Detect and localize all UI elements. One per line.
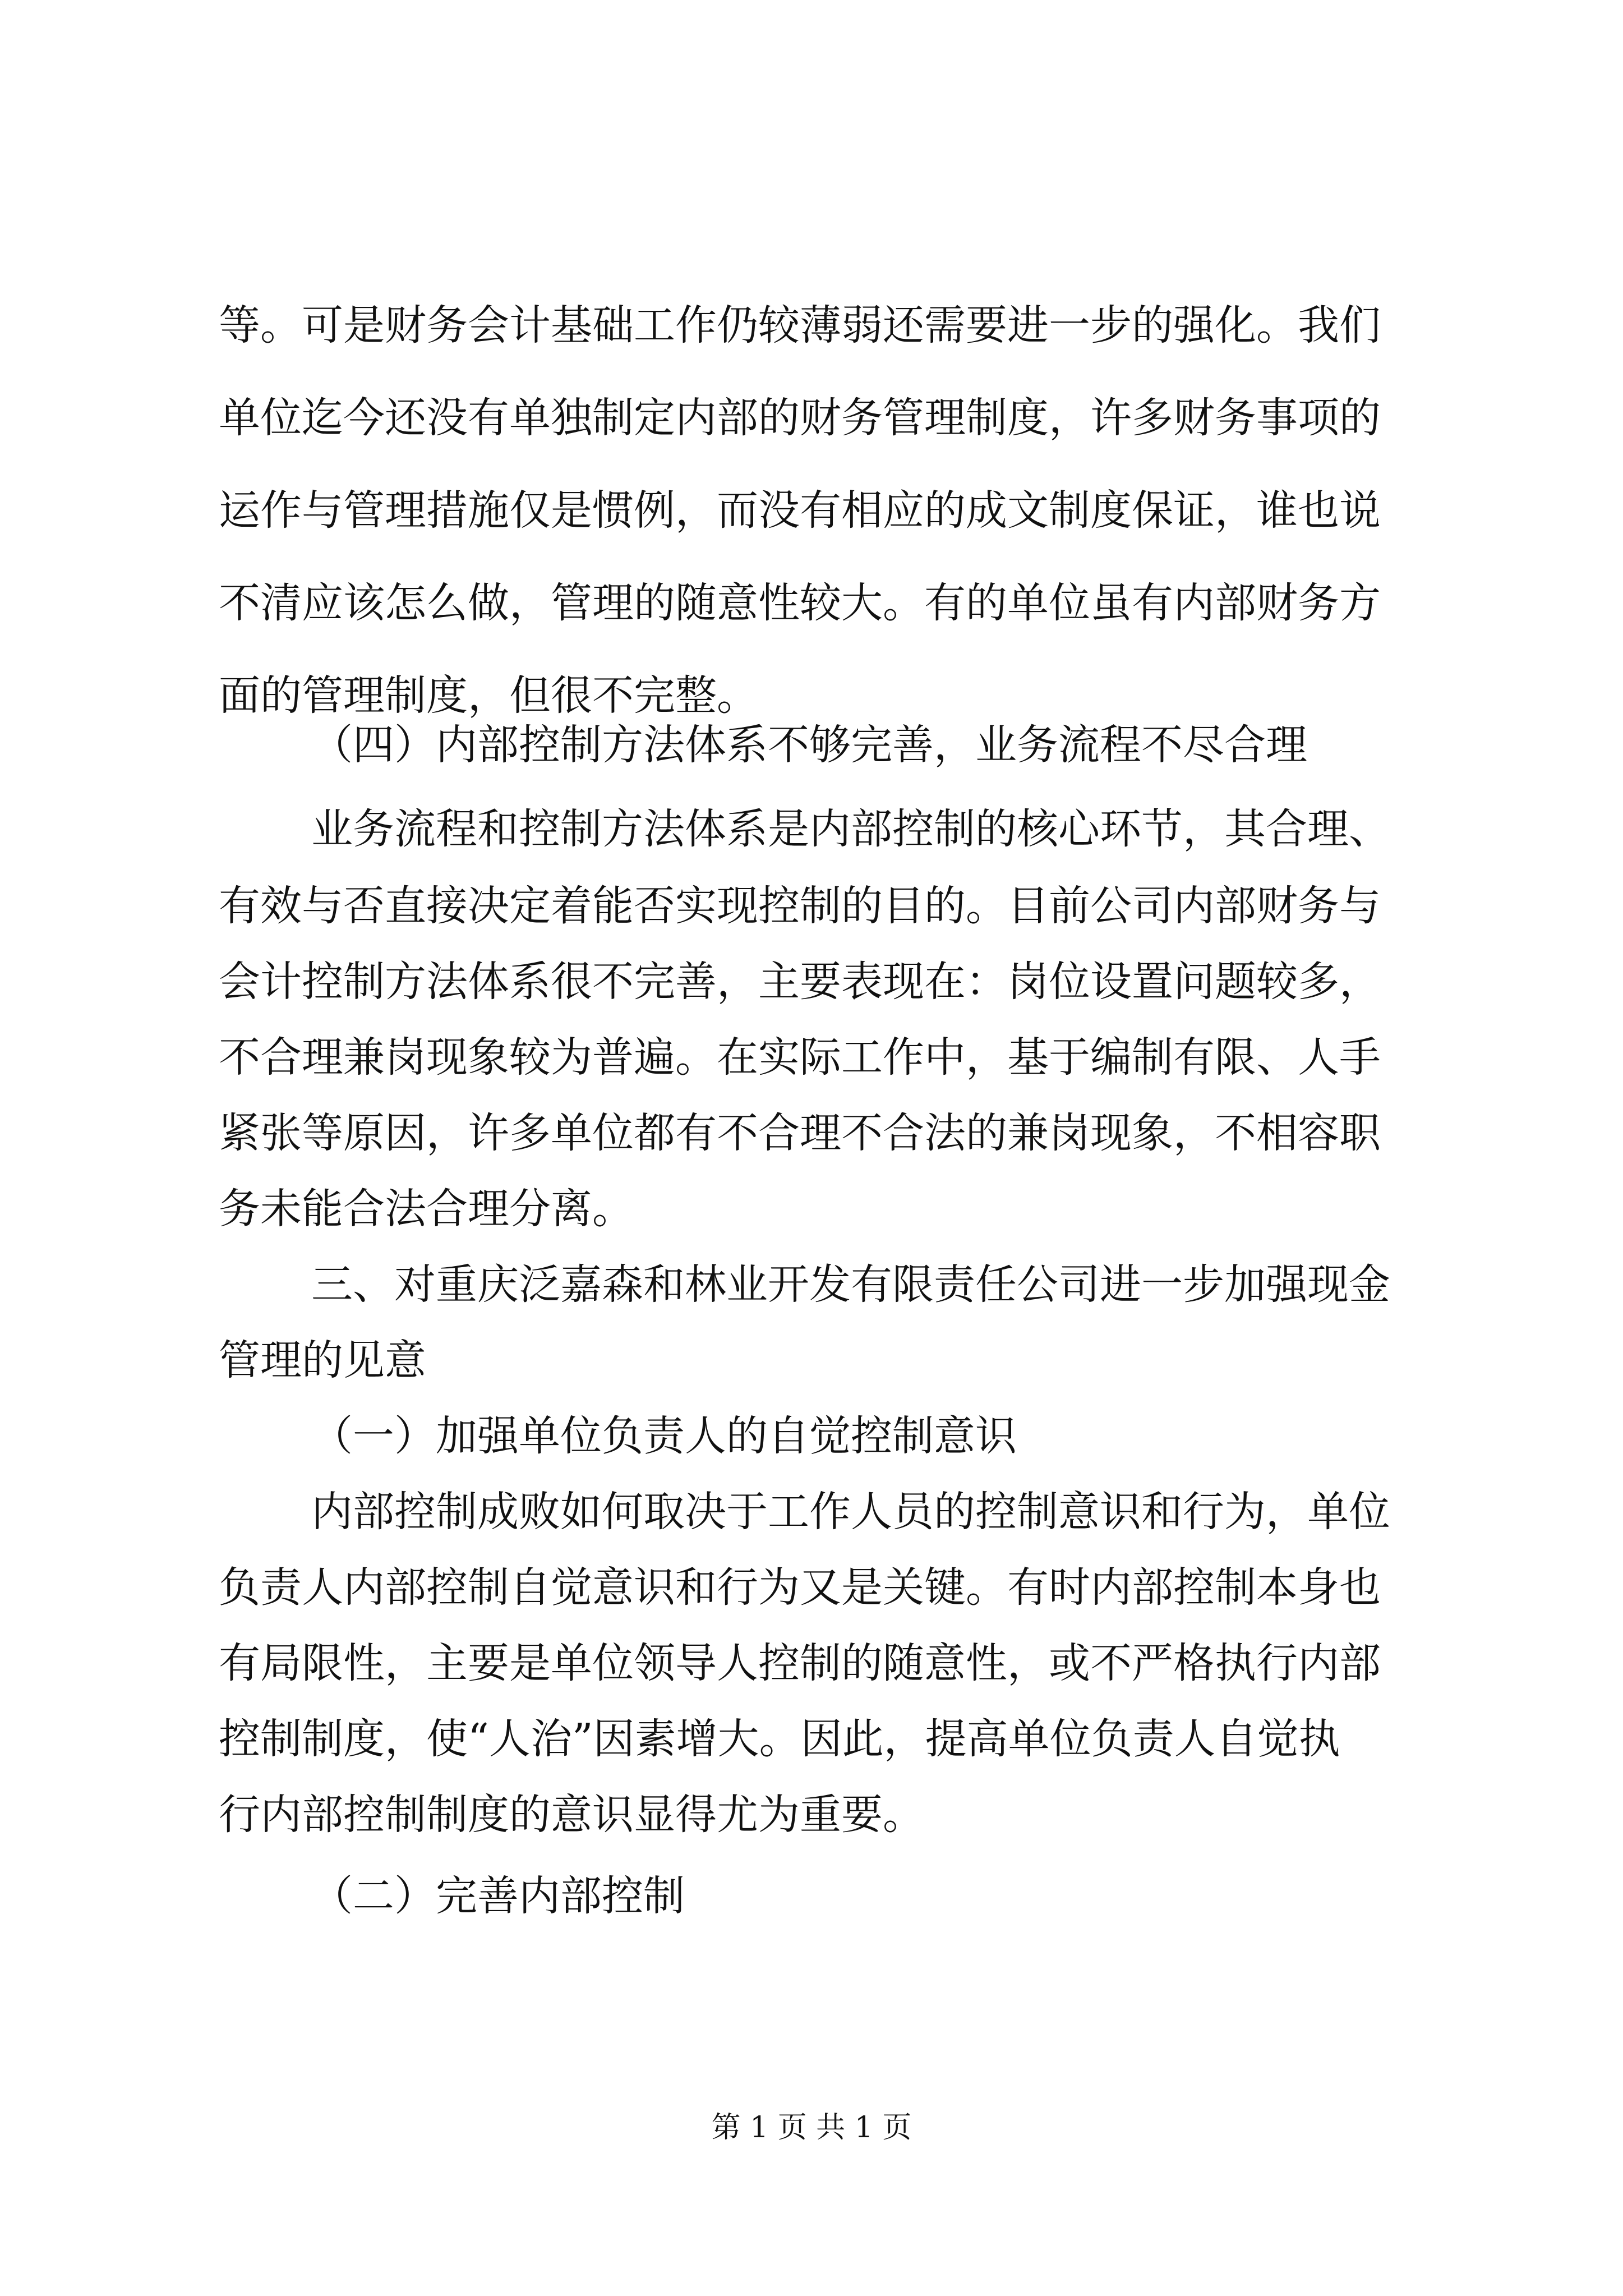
section-heading: 三、对重庆泛嘉森和林业开发有限责任公司进一步加强现金: [311, 1260, 1390, 1309]
section-heading: （二）完善内部控制: [311, 1872, 685, 1920]
text-line: 运作与管理措施仅是惯例，而没有相应的成文制度保证，谁也说: [219, 486, 1381, 535]
text-line: 单位迄今还没有单独制定内部的财务管理制度，许多财务事项的: [219, 394, 1381, 442]
text-line: 等。可是财务会计基础工作仍较薄弱还需要进一步的强化。我们: [219, 301, 1381, 349]
text-line: 不合理兼岗现象较为普遍。在实际工作中，基于编制有限、人手: [219, 1033, 1381, 1082]
page-number-footer: 第 1 页 共 1 页: [711, 2111, 912, 2145]
text-line: 负责人内部控制自觉意识和行为又是关键。有时内部控制本身也: [219, 1563, 1381, 1612]
text-line: 面的管理制度，但很不完整。: [219, 671, 758, 720]
text-line: 有效与否直接决定着能否实现控制的目的。目前公司内部财务与: [219, 882, 1381, 930]
text-line: 有局限性，主要是单位领导人控制的随意性，或不严格执行内部: [219, 1639, 1381, 1687]
text-line: 会计控制方法体系很不完善，主要表现在：岗位设置问题较多，: [219, 958, 1381, 1006]
text-line: 不清应该怎么做，管理的随意性较大。有的单位虽有内部财务方: [219, 579, 1381, 627]
text-line: 行内部控制制度的意识显得尤为重要。: [219, 1791, 924, 1839]
section-heading: 管理的见意: [219, 1336, 426, 1384]
section-heading: （一）加强单位负责人的自觉控制意识: [311, 1412, 1017, 1460]
text-line: 紧张等原因，许多单位都有不合理不合法的兼岗现象，不相容职: [219, 1109, 1381, 1157]
text-line: 业务流程和控制方法体系是内部控制的核心环节，其合理、: [311, 805, 1390, 853]
text-line: 务未能合法合理分离。: [219, 1185, 634, 1233]
text-line: 内部控制成败如何取决于工作人员的控制意识和行为，单位: [311, 1488, 1390, 1536]
text-line: 控制制度，使“人治”因素增大。因此，提高单位负责人自觉执: [219, 1715, 1340, 1763]
section-heading: （四）内部控制方法体系不够完善，业务流程不尽合理: [311, 721, 1307, 769]
